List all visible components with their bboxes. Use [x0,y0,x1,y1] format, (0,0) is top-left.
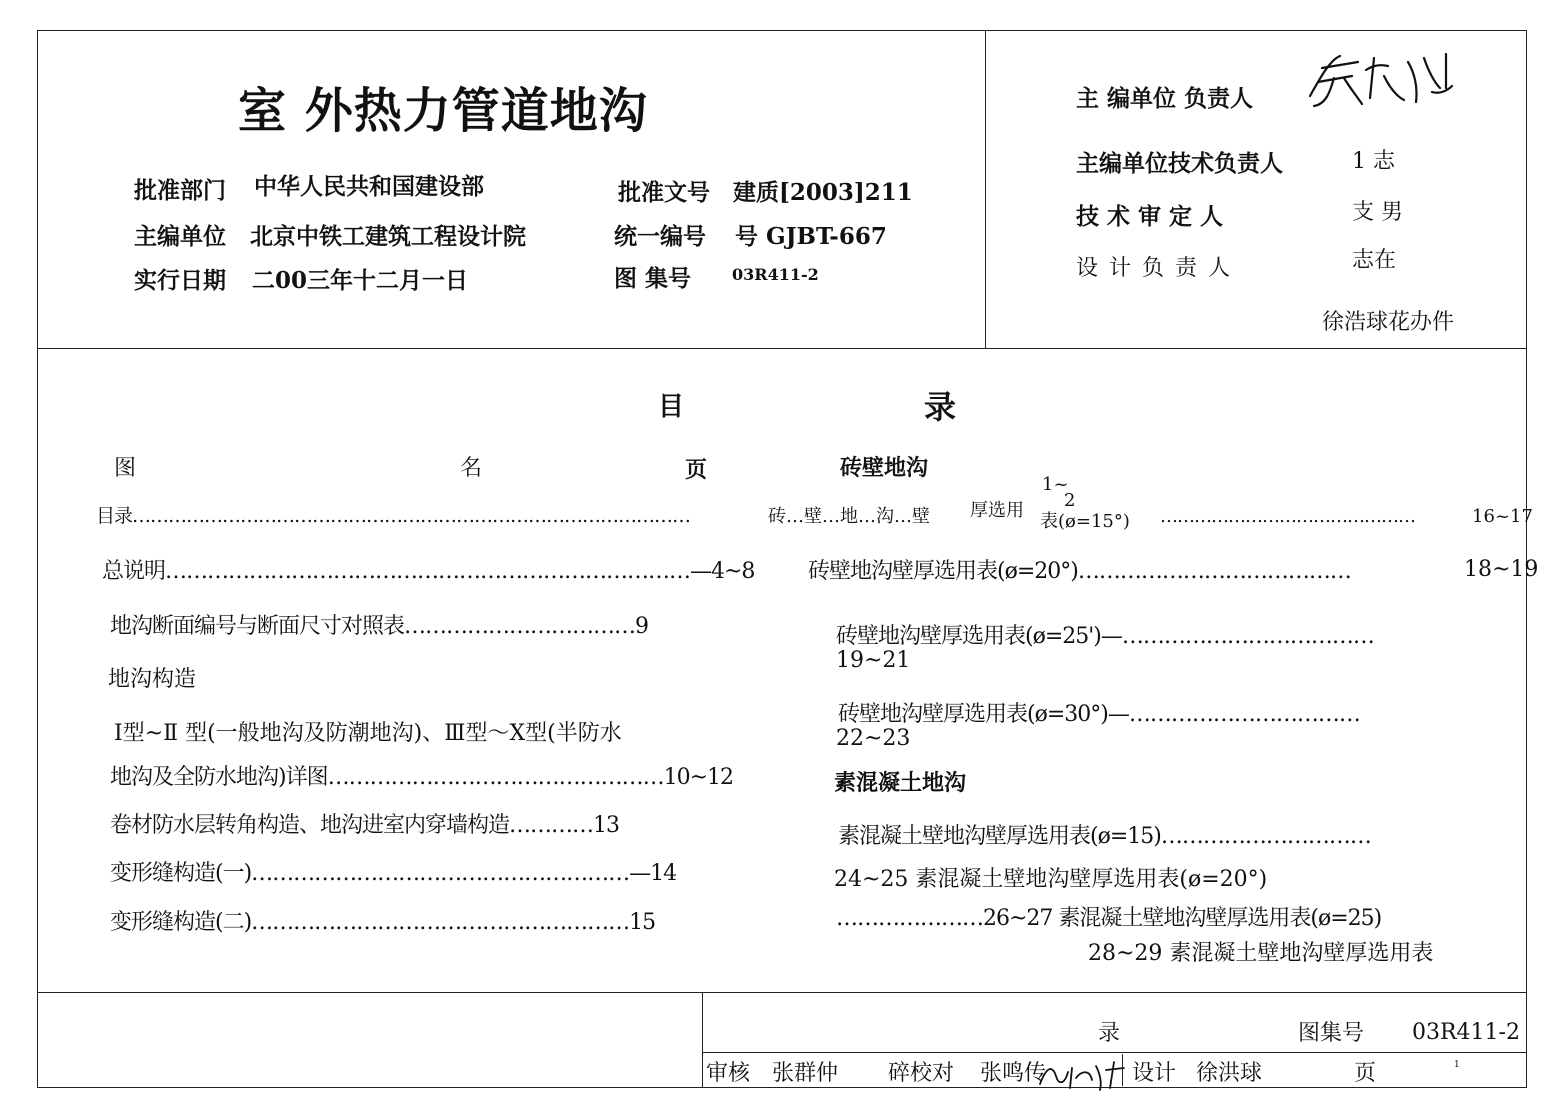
approval-doc-label: 批准文号 [618,179,710,206]
footer-divider [702,992,703,1088]
atlas-no-value: 03R411-2 [732,265,819,284]
footer-atlas-label: 图集号 [1298,1021,1365,1046]
atlas-no-label: 图 集号 [614,265,692,292]
toc-entry-joint-1: 变形缝构造(一)………………………………………………—14 [110,861,677,886]
toc-heading-right: 录 [924,388,957,426]
toc-concrete-row2: 24~25 素混凝土壁地沟壁厚选用表(ø=20°) [834,867,1268,892]
toc-brick-row3: 砖壁地沟壁厚选用表(ø=25')—……………………………… [836,624,1374,649]
unified-no-label: 统一编号 [614,223,706,250]
toc-brick-row1-b: 厚选用 [970,500,1024,521]
effective-date-label: 实行日期 [134,267,226,294]
toc-entry-contents: 目录………………………………………………………………………………… [96,505,691,527]
toc-entry-section-table: 地沟断面编号与断面尺寸对照表……………………………9 [110,614,648,639]
approval-doc-value: 建质[2003]211 [733,179,913,206]
chief-unit-value: 北京中铁工建筑工程设计院 [250,223,526,250]
footer-check-name: 张鸣传 [980,1061,1047,1086]
effective-date-value: 二00三年十二月一日 [252,267,469,294]
toc-brick-row2-page: 18~19 [1464,557,1539,582]
chief-unit-label: 主编单位 [134,223,226,250]
toc-entry-types: Ⅰ型~Ⅱ 型(一般地沟及防潮地沟)、Ⅲ型～Ⅹ型(半防水 [114,721,622,746]
toc-entry-general: 总说明…………………………………………………………………—4~8 [102,559,755,584]
toc-brick-row4-page: 22~23 [836,726,911,751]
toc-col-page: 页 [685,457,708,483]
footer-check-label: 碎校对 [888,1061,955,1086]
toc-concrete-row4-clip [1088,932,1488,966]
footer-page-value: 1 [1454,1060,1460,1070]
toc-heading-left: 目 [658,392,685,422]
footer-top-rule [37,992,1527,993]
toc-entry-details: 地沟及全防水地沟)详图…………………………………………10~12 [110,765,734,790]
toc-entry-joint-2: 变形缝构造(二)………………………………………………15 [110,910,656,935]
unified-no-value: 号 GJBT-667 [735,223,887,250]
design-head-label: 设 计 负 责 人 [1076,256,1232,281]
document-title: 室 外热力管道地沟 [238,83,648,139]
toc-concrete-row4: 28~29 素混凝土壁地沟壁厚选用表 [1088,941,1434,966]
chief-unit-head-label: 主 编单位 负责人 [1076,85,1254,112]
toc-section-brick: 砖壁地沟 [840,455,929,481]
header-bottom-rule [37,348,1527,349]
toc-brick-row1-c: 1~ [1042,474,1069,495]
footer-sign-divider [1122,1054,1123,1086]
toc-brick-row1-d: 2 [1064,490,1076,511]
toc-concrete-row1: 素混凝土壁地沟壁厚选用表(ø=15)………………………… [838,824,1371,849]
toc-concrete-row3: …………………26~27 素混凝土壁地沟壁厚选用表(ø=25) [836,906,1382,931]
tech-head-value: 1 志 [1352,149,1395,174]
toc-brick-row1-e: 表(ø=15°) [1040,511,1130,532]
approval-dept-value: 中华人民共和国建设部 [254,173,484,200]
toc-brick-row1-page: 16~17 [1472,506,1533,527]
toc-brick-row4: 砖壁地沟壁厚选用表(ø=30°)—…………………………… [838,702,1360,727]
approval-dept-label: 批准部门 [134,177,226,204]
tech-head-label: 主编单位技术负责人 [1076,150,1283,177]
footer-review-name: 张群仲 [772,1061,839,1086]
toc-entry-construction: 地沟构造 [108,667,197,692]
footer-page-label: 页 [1354,1061,1377,1086]
checker-signature [1036,1058,1128,1092]
tech-reviewer-value: 支 男 [1352,200,1403,225]
footer-design-label: 设计 [1132,1061,1177,1086]
footer-review-label: 审核 [706,1061,751,1086]
toc-brick-row3-page: 19~21 [836,648,911,673]
toc-entry-waterproof: 卷材防水层转角构造、地沟进室内穿墙构造…………13 [110,813,619,838]
toc-brick-row2: 砖壁地沟壁厚选用表(ø=20°)………………………………… [808,559,1351,584]
toc-col-name-1: 图 [114,456,137,481]
header-divider [985,30,986,349]
footer-inner-rule [702,1052,1527,1053]
tech-reviewer-label: 技 术 审 定 人 [1076,203,1224,230]
responsible-extra-text: 徐浩球花办件 [1322,310,1455,335]
toc-brick-row1-dots: ……………………………………… [1160,506,1415,527]
footer-atlas-value: 03R411-2 [1412,1020,1520,1045]
toc-col-name-2: 名 [460,456,483,481]
signature-handwritten [1300,48,1460,112]
toc-section-concrete: 素混凝土地沟 [834,770,967,796]
design-head-value: 志在 [1352,248,1397,273]
footer-design-name: 徐洪球 [1196,1061,1263,1086]
toc-brick-row1-a: 砖…壁…地…沟…壁 [768,506,930,527]
footer-title-char: 录 [1098,1021,1121,1046]
